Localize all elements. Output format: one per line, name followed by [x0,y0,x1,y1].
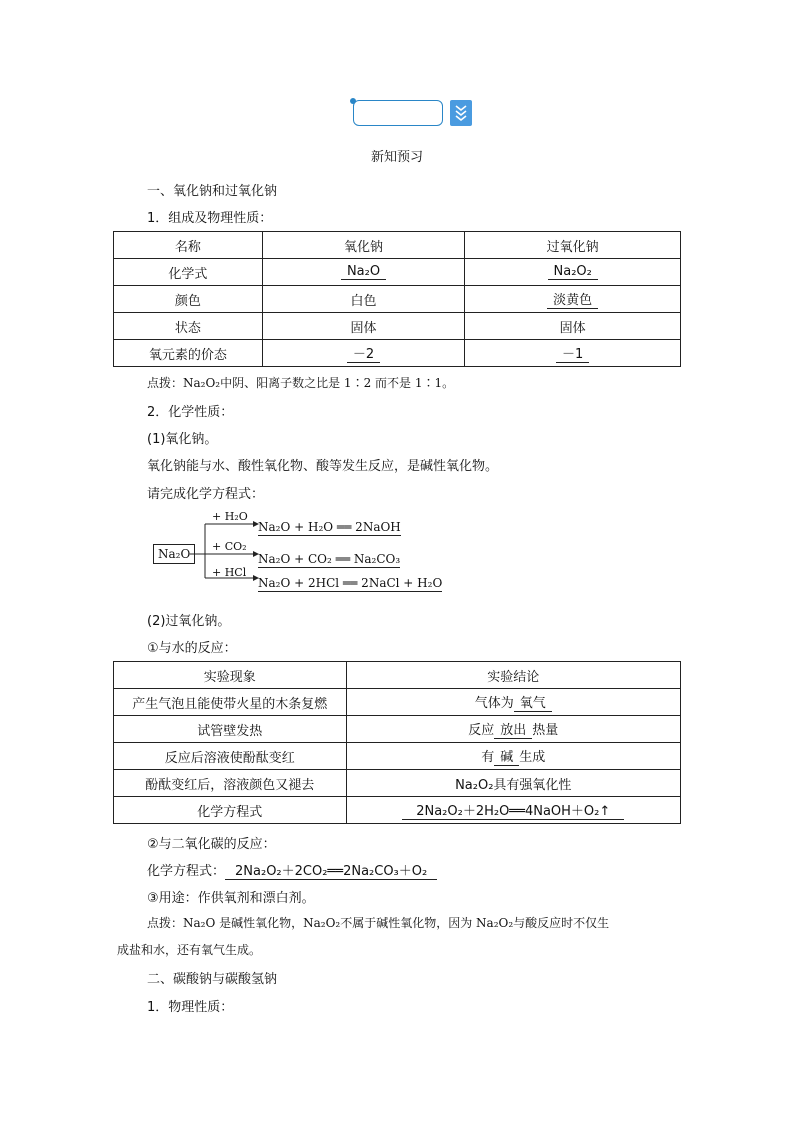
table-row [114,662,681,689]
item-2-equation-line [147,860,437,880]
part1-sub2: 2．化学性质： [147,405,234,420]
table-cell [465,259,681,286]
equation: Na₂O + 2HCl ══ 2NaCl + H₂O [258,576,443,590]
table-cell: 试管壁发热 [114,716,347,743]
table-cell [262,340,465,367]
table-row [114,716,681,743]
table-cell: 反应后溶液使酚酞变红 [114,743,347,770]
part1-sub2b: (2)过氧化钠。 [147,614,231,629]
fill-blank: 放出 [494,719,532,739]
section-badge [353,100,443,126]
fill-blank: Na₂O₂ [548,264,598,280]
fill-blank: －2 [347,343,380,363]
water-reaction-table [113,661,681,824]
table-row [114,743,681,770]
table-cell: 颜色 [114,286,263,313]
item-1: ①与水的反应： [147,641,237,656]
cell-text: 热量 [532,723,559,738]
table-header: 氧化钠 [262,232,465,259]
section-title: 新知预习 [370,150,423,165]
part2-heading: 二、碳酸钠与碳酸氢钠 [147,972,278,987]
table-cell [262,259,465,286]
table-cell [346,797,681,824]
part1-sub2a: (1)氧化钠。 [147,432,218,447]
badge-dot [350,98,356,104]
cell-text: 有 [481,750,495,765]
properties-table [113,231,681,367]
fill-blank: Na₂O [341,264,386,280]
reactant-box: Na₂O [153,544,195,564]
equation: Na₂O + H₂O ══ 2NaOH [258,520,401,534]
part1-prompt: 请完成化学方程式： [147,487,265,502]
table-cell: 固体 [465,313,681,340]
table-header: 实验结论 [346,662,681,689]
table-cell: 白色 [262,286,465,313]
table-header: 实验现象 [114,662,347,689]
table-cell [465,286,681,313]
chevron-down-icon [450,100,472,126]
table-cell: 化学式 [114,259,263,286]
item-2: ②与二氧化碳的反应： [147,837,276,852]
part2-sub1: 1．物理性质： [147,1000,234,1015]
reaction-diagram [150,507,480,597]
table-row [114,259,681,286]
note-1: 点拨：Na₂O₂中阴、阳离子数之比是 1∶2 而不是 1∶1。 [147,376,455,390]
table-cell: Na₂O₂具有强氧化性 [346,770,681,797]
part1-sub1: 1．组成及物理性质： [147,211,273,226]
part1-heading: 一、氧化钠和过氧化钠 [147,184,278,199]
table-cell: 氧元素的价态 [114,340,263,367]
table-cell: 化学方程式 [114,797,347,824]
fill-blank: 氧气 [514,692,552,712]
cell-text: 反应 [468,723,495,738]
table-header: 名称 [114,232,263,259]
table-cell [346,689,681,716]
table-cell: 状态 [114,313,263,340]
table-cell: 产生气泡且能使带火星的木条复燃 [114,689,347,716]
equation: Na₂O + CO₂ ══ Na₂CO₃ [258,552,401,566]
table-cell [346,716,681,743]
note-2-line-2: 成盐和水，还有氧气生成。 [117,943,262,957]
table-row [114,313,681,340]
table-cell [346,743,681,770]
reagent-label: + HCl [212,566,247,579]
equation-label: 化学方程式： [147,864,226,879]
table-header: 过氧化钠 [465,232,681,259]
fill-blank: 碱 [494,746,519,766]
table-row [114,340,681,367]
part1-desc: 氧化钠能与水、酸性氧化物、酸等发生反应，是碱性氧化物。 [147,459,499,474]
cell-text: 生成 [519,750,546,765]
fill-blank: －1 [556,343,589,363]
item-3: ③用途：作供氧剂和漂白剂。 [147,891,315,906]
table-row [114,232,681,259]
fill-blank: 淡黄色 [547,289,598,309]
table-cell [465,340,681,367]
table-row [114,286,681,313]
table-row [114,689,681,716]
fill-blank: 2Na₂O₂＋2CO₂══2Na₂CO₃＋O₂ [225,860,437,880]
fill-blank: 2Na₂O₂＋2H₂O══4NaOH＋O₂↑ [402,800,624,820]
note-2-line-1: 点拨：Na₂O 是碱性氧化物，Na₂O₂不属于碱性氧化物，因为 Na₂O₂与酸反应时不仅生 [147,916,610,930]
cell-text: 气体为 [474,696,514,711]
table-row [114,797,681,824]
reagent-label: + CO₂ [212,540,247,553]
table-cell: 酚酞变红后，溶液颜色又褪去 [114,770,347,797]
table-cell: 固体 [262,313,465,340]
reagent-label: + H₂O [212,510,248,523]
table-row [114,770,681,797]
